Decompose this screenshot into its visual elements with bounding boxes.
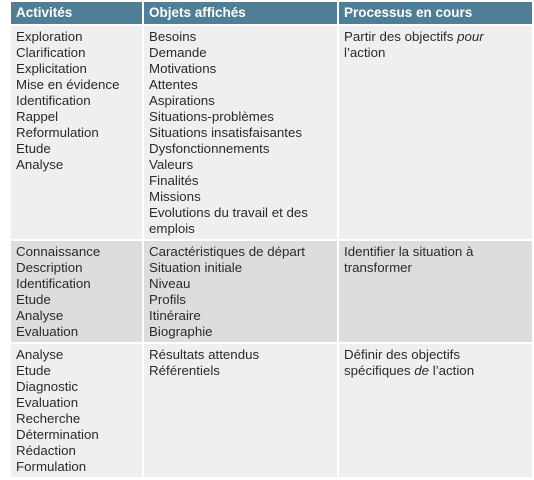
cell-processus [339,26,532,239]
list-item: Besoins [149,29,197,44]
list-item: Aspirations [149,93,215,108]
activities-table [9,0,534,479]
list-item: Finalités [149,173,199,188]
list-item: Analyse [16,308,64,323]
list-item: Analyse [16,347,64,362]
list-item: Profils [149,292,186,307]
list-item: Evolutions du travail et des emplois [149,205,308,236]
list-item: Etude [16,363,51,378]
list-item: Description [16,260,83,275]
table-row [11,241,532,342]
header-processus: Processus en cours [339,2,532,24]
list-item: Dysfonctionnements [149,141,270,156]
cell-processus [339,344,532,477]
list-item: Missions [149,189,201,204]
list-item: Motivations [149,61,217,76]
list-item: Détermination [16,427,99,442]
list-item: Etude [16,292,51,307]
list-item: Evaluation [16,395,79,410]
list-item: Analyse [16,157,64,172]
list-item: Situation initiale [149,260,243,275]
cell-processus [339,241,532,342]
list-item: Identification [16,93,91,108]
list-item: Situations insatisfaisantes [149,125,302,140]
list-item: Mise en évidence [16,77,120,92]
header-row [11,2,532,24]
list-item: Référentiels [149,363,220,378]
list-item: Attentes [149,77,198,92]
list-item: Formulation [16,459,87,474]
table-row [11,26,532,239]
list-item: Reformulation [16,125,99,140]
header-objets: Objets affichés [144,2,337,24]
table-row [11,344,532,477]
header-activites: Activités [11,2,142,24]
list-item: Etude [16,141,51,156]
cell-activites [11,241,142,342]
cell-activites [11,26,142,239]
list-item: Itinéraire [149,308,201,323]
list-item: Demande [149,45,207,60]
list-item: Situations-problèmes [149,109,274,124]
cell-objets [144,26,337,239]
list-item: Caractéristiques de départ [149,244,305,259]
list-item: Résultats attendus [149,347,260,362]
process-text: Partir des objectifs pour l’action [344,29,484,60]
list-item: Niveau [149,276,191,291]
process-text: Définir des objectifs spécifiques de l’action [344,347,475,378]
cell-objets [144,241,337,342]
list-item: Diagnostic [16,379,79,394]
list-item: Rédaction [16,443,76,458]
list-item: Exploration [16,29,83,44]
list-item: Identification [16,276,91,291]
cell-activites [11,344,142,477]
list-item: Explicitation [16,61,87,76]
process-text: Identifier la situation à transformer [344,244,474,275]
list-item: Rappel [16,109,59,124]
list-item: Evaluation [16,324,79,339]
list-item: Valeurs [149,157,194,172]
list-item: Recherche [16,411,81,426]
list-item: Connaissance [16,244,101,259]
list-item: Biographie [149,324,213,339]
list-item: Clarification [16,45,86,60]
cell-objets [144,344,337,477]
